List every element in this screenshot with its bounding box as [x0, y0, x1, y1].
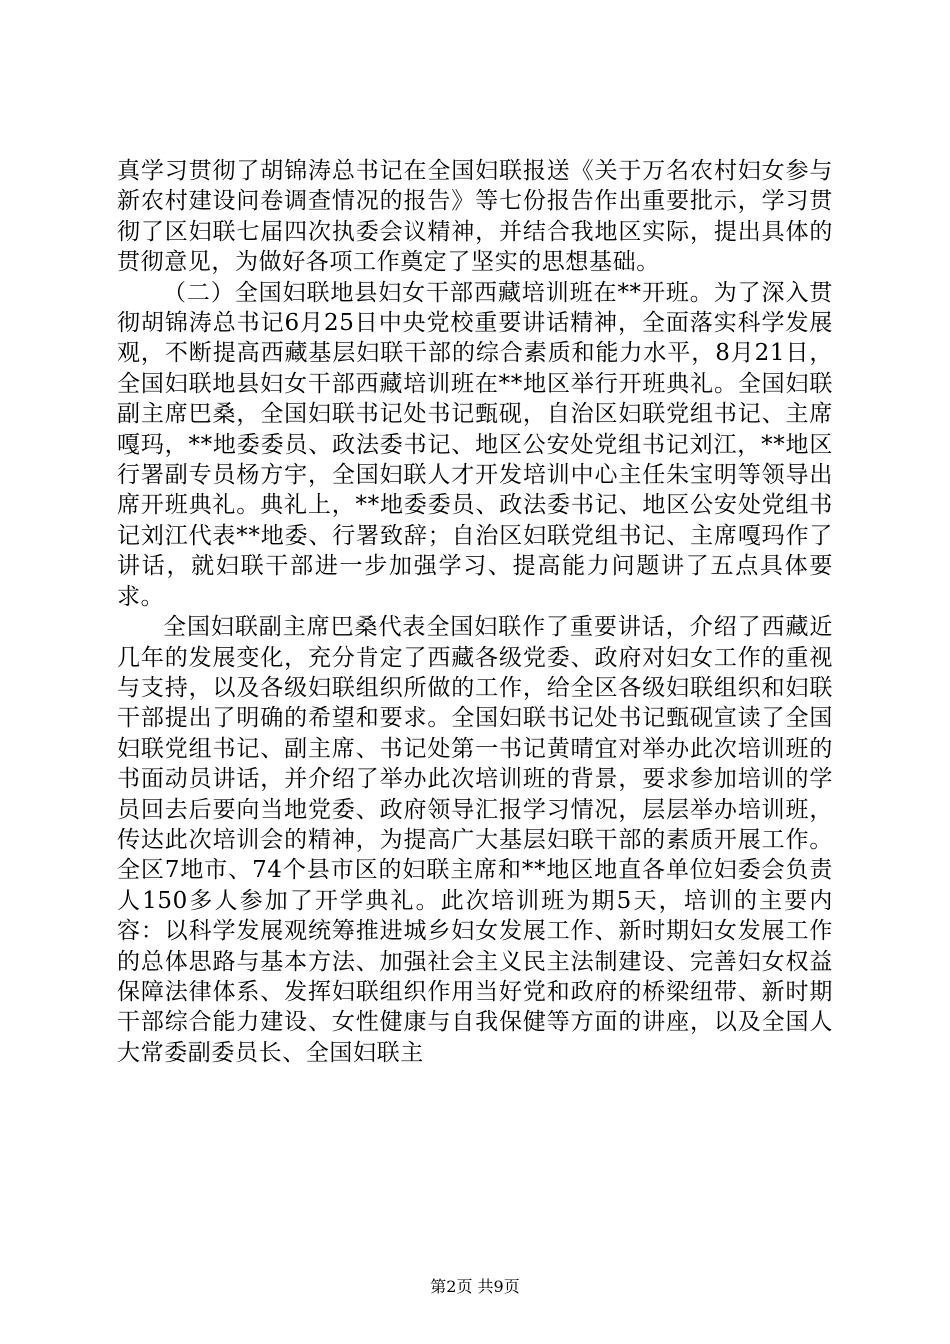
- paragraph-speech: 全国妇联副主席巴桑代表全国妇联作了重要讲话，介绍了西藏近几年的发展变化，充分肯定了西藏各级党委、政府对妇女工作的重视与支持，以及各级妇联组织所做的工作，给全区各级妇联组织和妇联干部提出了明确的希望和要求。全国妇联书记处书记甄砚宣读了全国妇联党组书记、副主席、书记处第一书记黄晴宜对举办此次培训班的书面动员讲话，并介绍了举办此次培训班的背景，要求参加培训的学员回去后要向当地党委、政府领导汇报学习情况，层层举办培训班，传达此次培训会的精神，为提高广大基层妇联干部的素质开展工作。全区7地市、74个县市区的妇联主席和**地区地直各单位妇委会负责人150多人参加了开学典礼。此次培训班为期5天，培训的主要内容：以科学发展观统筹推进城乡妇女发展工作、新时期妇女发展工作的总体思路与基本方法、加强社会主义民主法制建设、完善妇女权益保障法律体系、发挥妇联组织作用当好党和政府的桥梁纽带、新时期干部综合能力建设、女性健康与自我保健等方面的讲座，以及全国人大常委副委员长、全国妇联主: [117, 614, 833, 1066]
- page-number-footer: 第2页 共9页: [430, 1277, 520, 1296]
- document-body: [117, 156, 833, 1068]
- paragraph-section-two: （二）全国妇联地县妇女干部西藏培训班在**开班。为了深入贯彻胡锦涛总书记6月25日中央党校重要讲话精神，全面落实科学发展观，不断提高西藏基层妇联干部的综合素质和能力水平，8月21日，全国妇联地县妇女干部西藏培训班在**地区举行开班典礼。全国妇联副主席巴桑，全国妇联书记处书记甄砚，自治区妇联党组书记、主席嘎玛，**地委委员、政法委书记、地区公安处党组书记刘江，**地区行署副专员杨方宇，全国妇联人才开发培训中心主任朱宝明等领导出席开班典礼。典礼上，**地委委员、政法委书记、地区公安处党组书记刘江代表**地委、行署致辞；自治区妇联党组书记、主席嘎玛作了讲话，就妇联干部进一步加强学习、提高能力问题讲了五点具体要求。: [117, 279, 833, 610]
- paragraph-continued: 真学习贯彻了胡锦涛总书记在全国妇联报送《关于万名农村妇女参与新农村建设问卷调查情况的报告》等七份报告作出重要批示，学习贯彻了区妇联七届四次执委会议精神，并结合我地区实际，提出具体的贯彻意见，为做好各项工作奠定了坚实的思想基础。: [117, 158, 833, 276]
